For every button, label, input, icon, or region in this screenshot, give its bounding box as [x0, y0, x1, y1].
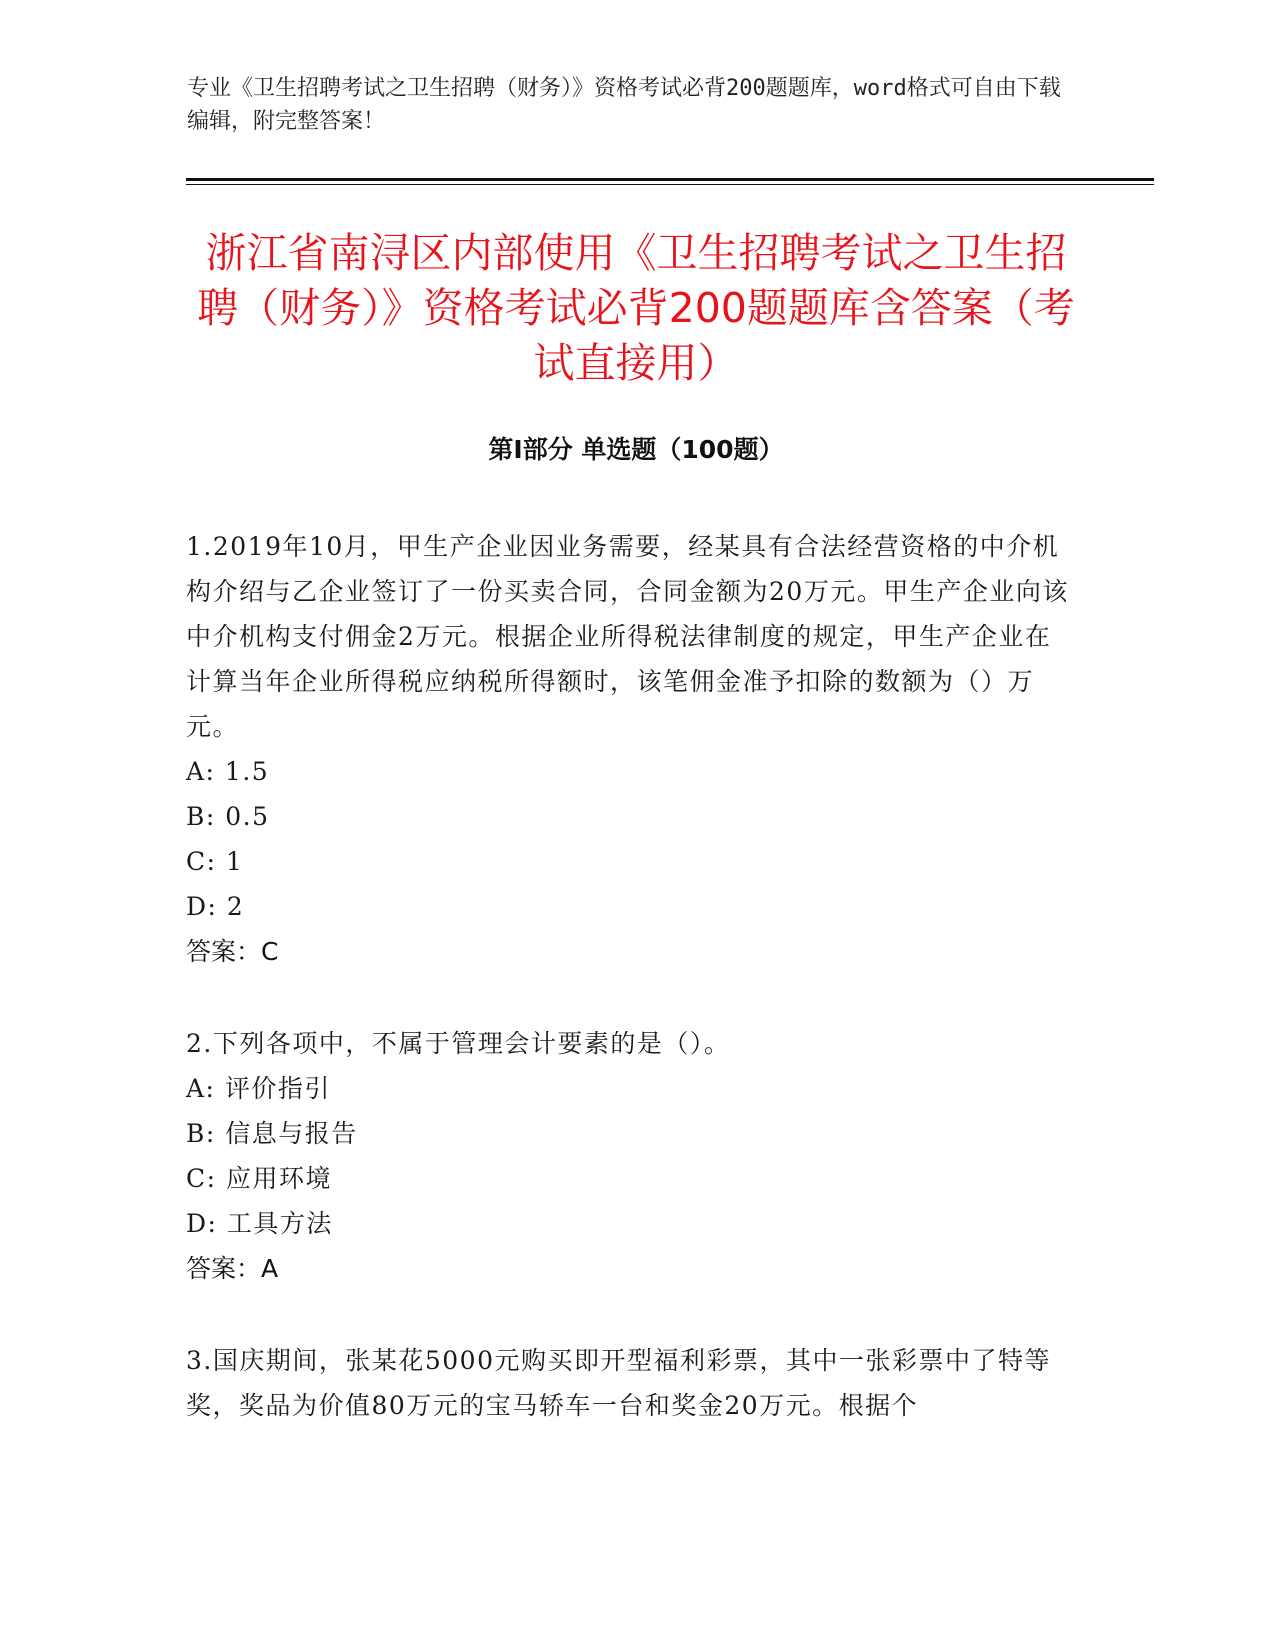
- option-d: D: 2: [186, 892, 245, 921]
- header-rule-thick: [186, 178, 1154, 181]
- option-a: A: 1.5: [186, 757, 270, 786]
- option-b: B: 信息与报告: [186, 1119, 358, 1148]
- option-c: C: 应用环境: [186, 1164, 332, 1193]
- question-stem: 2.下列各项中，不属于管理会计要素的是（）。: [186, 1029, 731, 1058]
- option-c: C: 1: [186, 847, 244, 876]
- question-3: [186, 1338, 1076, 1428]
- answer: 答案：A: [186, 1254, 279, 1283]
- question-stem: 1.2019年10月，甲生产企业因业务需要，经某具有合法经营资格的中介机构介绍与乙企业签订了一份买卖合同，合同金额为20万元。甲生产企业向该中介机构支付佣金2万元。根据企业所得税法律制度的规定，甲生产企业在计算当年企业所得税应纳税所得额时，该笔佣金准予扣除的数额为（）万元。: [186, 532, 1069, 741]
- section-title: 第Ⅰ部分 单选题（100题）: [488, 435, 784, 464]
- question-1: [186, 524, 1076, 974]
- option-b: B: 0.5: [186, 802, 270, 831]
- option-d: D: 工具方法: [186, 1209, 333, 1238]
- header-note: 专业《卫生招聘考试之卫生招聘（财务）》资格考试必背200题题库，word格式可自由下载编辑，附完整答案！: [187, 76, 1061, 134]
- question-stem: 3.国庆期间，张某花5000元购买即开型福利彩票，其中一张彩票中了特等奖，奖品为价值80万元的宝马轿车一台和奖金20万元。根据个: [186, 1346, 1051, 1420]
- answer: 答案：C: [186, 937, 279, 966]
- option-a: A: 评价指引: [186, 1074, 331, 1103]
- question-2: [186, 1021, 1076, 1291]
- document-title: 浙江省南浔区内部使用《卫生招聘考试之卫生招聘（财务）》资格考试必背200题题库含答案（考试直接用）: [197, 229, 1075, 387]
- header-rule-thin: [186, 184, 1154, 185]
